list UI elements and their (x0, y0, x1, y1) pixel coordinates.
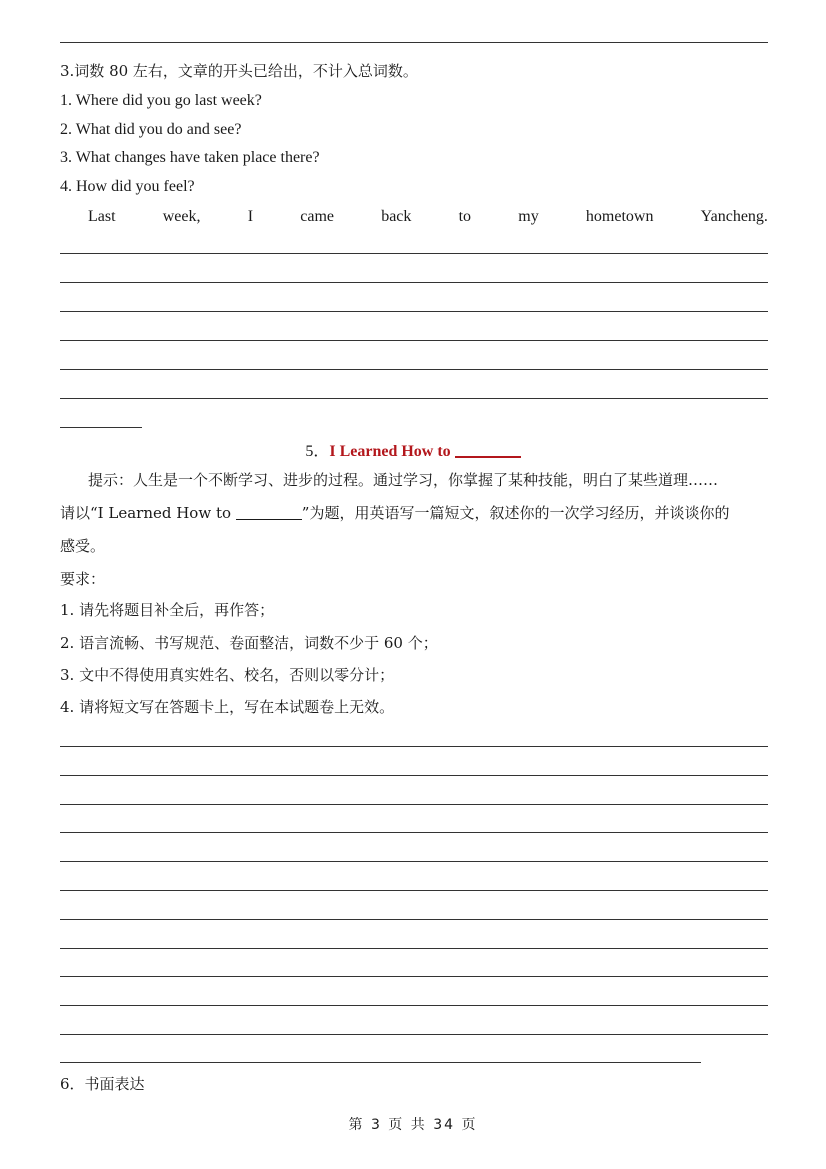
task5-title-text: I Learned How to (329, 443, 451, 460)
question-2: 2. What did you do and see? (60, 121, 242, 138)
title-blank (455, 456, 521, 458)
writing-line (60, 282, 768, 283)
opening-word: week, (162, 208, 201, 225)
writing-line (60, 1005, 768, 1006)
writing-line (60, 832, 768, 833)
opening-word: to (458, 208, 472, 225)
opening-word: Last (88, 208, 116, 225)
writing-line (60, 1034, 768, 1035)
writing-line (60, 775, 768, 776)
writing-line (60, 311, 768, 312)
task3-requirement: 3.词数 80 左右，文章的开头已给出，不计入总词数。 (60, 62, 418, 80)
writing-line (60, 919, 768, 920)
question-3: 3. What changes have taken place there? (60, 149, 320, 166)
writing-line (60, 861, 768, 862)
writing-line-short (60, 427, 142, 428)
task6-heading: 6．书面表达 (60, 1075, 145, 1093)
writing-line (60, 976, 768, 977)
writing-line (60, 253, 768, 254)
writing-line (60, 948, 768, 949)
opening-word: my (518, 208, 539, 225)
opening-word: I (247, 208, 254, 225)
requirement-4: 4. 请将短文写在答题卡上，写在本试题卷上无效。 (60, 698, 395, 716)
prompt-line2-part-b: ”为题，用英语写一篇短文，叙述你的一次学习经历，并谈谈你的 (301, 504, 730, 522)
opening-sentence (88, 207, 768, 227)
task5-number: 5． (305, 443, 330, 460)
task5-prompt-line1: 提示：人生是一个不断学习、进步的过程。通过学习，你掌握了某种技能，明白了某些道理…… (88, 471, 719, 489)
prompt-line2-part-a: 请以“I Learned How to (60, 504, 236, 522)
question-1: 1. Where did you go last week? (60, 92, 262, 109)
requirement-3: 3. 文中不得使用真实姓名、校名，否则以零分计； (60, 666, 395, 684)
task5-prompt-line2 (60, 503, 729, 523)
page-footer: 第 3 页 共 34 页 (348, 1117, 478, 1133)
requirement-2: 2. 语言流畅、书写规范、卷面整洁，词数不少于 60 个； (60, 634, 438, 652)
writing-line (60, 369, 768, 370)
opening-word: came (300, 208, 334, 225)
requirement-1: 1. 请先将题目补全后，再作答； (60, 601, 275, 619)
writing-line (60, 746, 768, 747)
opening-word: Yancheng. (700, 208, 768, 225)
writing-line (60, 340, 768, 341)
writing-line-short (60, 1062, 701, 1063)
opening-word: back (381, 208, 412, 225)
writing-line (60, 890, 768, 891)
requirements-heading: 要求： (60, 570, 106, 588)
question-4: 4. How did you feel? (60, 178, 195, 195)
writing-line (60, 398, 768, 399)
top-rule (60, 42, 768, 43)
task5-prompt-line3: 感受。 (60, 537, 106, 555)
writing-line (60, 804, 768, 805)
task5-title (0, 438, 826, 461)
prompt-blank (236, 519, 302, 520)
opening-word: hometown (585, 208, 654, 225)
